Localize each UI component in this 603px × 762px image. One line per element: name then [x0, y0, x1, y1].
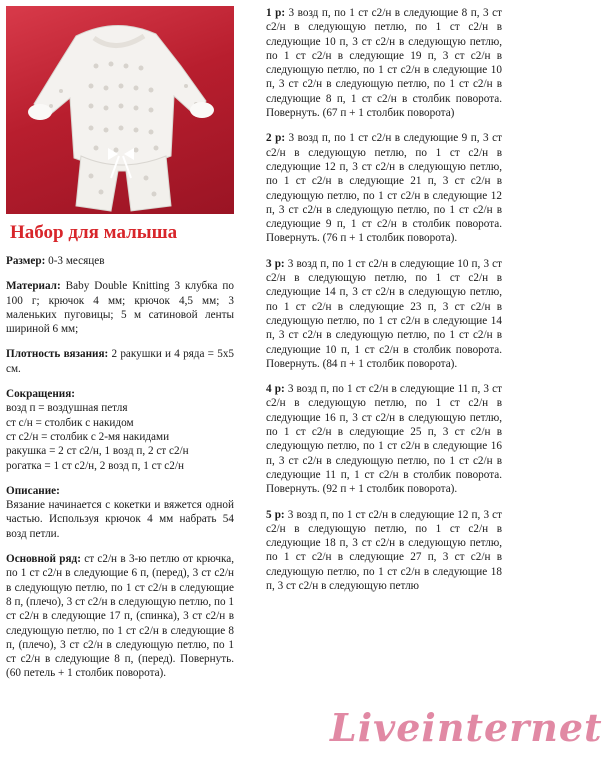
- abbreviation-item: возд п = воздушная петля: [6, 402, 128, 415]
- row-instruction: [266, 6, 502, 120]
- left-column: [6, 6, 234, 692]
- row-label: 1 р:: [266, 7, 286, 19]
- row-instruction: [266, 508, 502, 594]
- abbreviation-item: ст с/н = столбик с накидом: [6, 416, 134, 429]
- abbreviations-label: Сокращения:: [6, 388, 76, 401]
- abbreviation-item: ракушка = 2 ст с2/н, 1 возд п, 2 ст с2/н: [6, 445, 189, 458]
- size-text: 0-3 месяцев: [48, 255, 105, 267]
- description-label: Описание:: [6, 484, 60, 497]
- row-instruction: [266, 131, 502, 245]
- size-label: Размер:: [6, 255, 46, 267]
- right-column: [266, 6, 502, 604]
- row-label: 3 р:: [266, 257, 285, 270]
- row-label: 2 р:: [266, 132, 286, 145]
- abbreviation-item: рогатка = 1 ст с2/н, 2 возд п, 1 ст с2/н: [6, 459, 184, 472]
- abbreviation-item: ст с2/н = столбик с 2-мя накидами: [6, 430, 170, 443]
- row-text: 3 возд п, по 1 ст с2/н в следующие 9 п, 3 ст с2/н в следующую петлю, по 1 ст с2/н в следующие 12 п, 3 ст с2/н в следующую петлю, по 1 ст с2/н в следующие 21 п, 3 ст с2/н в следующую петлю, по 1 ст с2/н в следующие 12 п, 3 ст с2/н в следующую петлю, по 1 ст с2/н в следующие 9 п, 1 ст с2/н в столбик поворота. Повернуть. (76 п + 1 столбик поворота).: [266, 132, 502, 245]
- row-label: 5 р:: [266, 508, 285, 521]
- watermark-logo: Liveinternet: [330, 705, 603, 750]
- row-text: 3 возд п, по 1 ст с2/н в следующие 10 п, 3 ст с2/н в следующую петлю, по 1 ст с2/н в следующие 14 п, 3 ст с2/н в следующую петлю, по 1 ст с2/н в следующие 23 п, 3 ст с2/н в следующую петлю, по 1 ст с2/н в следующие 14 п, 3 ст с2/н в следующую петлю, по 1 ст с2/н в следующие 10 п, 1 ст с2/н в столбик поворота. Повернуть. (84 п + 1 столбик поворота).: [266, 257, 502, 370]
- row-text: 3 возд п, по 1 ст с2/н в следующие 12 п, 3 ст с2/н в следующую петлю, по 1 ст с2/н в следующие 18 п, 3 ст с2/н в следующую петлю, по 1 ст с2/н в следующие 27 п, 3 ст с2/н в следующую петлю, по 1 ст с2/н в следующие 18 п, 3 ст с2/н в следующую петлю: [266, 508, 502, 592]
- density-text: 2 ракушки и 4 ряда = 5х5 см.: [6, 348, 235, 375]
- baby-set-photo: [6, 6, 234, 214]
- page-title: Набор для малыша: [10, 222, 178, 243]
- abbreviations-block: [6, 387, 234, 473]
- material-text: Baby Double Knitting 3 клубка по 100 г; крючок 4 мм; крючок 4,5 мм; 3 маленьких пуговицы; 5 м сатиновой ленты шириной 6 мм;: [6, 280, 234, 336]
- main-row-text: ст с2/н в 3-ю петлю от крючка, по 1 ст с2/н в следующие 6 п, (перед), 3 ст с2/н в следующую петлю, по 1 ст с2/н в следующие 8 п, (плечо), 3 ст с2/н в следующую петлю, по 1 ст с2/н в следующие 17 п, (спинка), 3 ст с2/н в следующую петлю, по 1 ст с2/н в следующие 8 п, (плечо), 3 ст с2/н в следующую петлю, по 1 ст с2/н в следующие 8 п, (перед). Повернуть. (60 петель + 1 столбик поворота).: [6, 553, 234, 680]
- row-instruction: [266, 257, 502, 371]
- row-instruction: [266, 382, 502, 496]
- description-block: [6, 484, 234, 541]
- material-paragraph: [6, 279, 234, 336]
- main-row-paragraph: [6, 552, 234, 681]
- density-label: Плотность вязания:: [6, 348, 109, 361]
- description-text: Вязание начинается с кокетки и вяжется одной частью. Используя крючок 4 мм набрать 54 возд петли.: [6, 499, 234, 540]
- main-row-label: Основной ряд:: [6, 553, 81, 566]
- row-label: 4 р:: [266, 383, 285, 396]
- size-paragraph: [6, 254, 234, 268]
- row-text: 3 возд п, по 1 ст с2/н в следующие 8 п, 3 ст с2/н в следующую петлю, по 1 ст с2/н в следующие 10 п, 3 ст с2/н в следующую петлю, по 1 ст с2/н в следующие 19 п, 3 ст с2/н в следующую петлю, по 1 ст с2/н в следующие 10 п, 3 ст с2/н в следующую петлю, по 1 ст с2/н в следующие 8 п, 1 ст с2/н в столбик поворота. Повернуть. (67 п + 1 столбик поворота): [266, 7, 502, 120]
- material-label: Материал:: [6, 280, 61, 293]
- density-paragraph: [6, 347, 234, 376]
- row-text: 3 возд п, по 1 ст с2/н в следующие 11 п, 3 ст с2/н в следующую петлю, по 1 ст с2/н в следующие 16 п, 3 ст с2/н в следующую петлю, по 1 ст с2/н в следующие 25 п, 3 ст с2/н в следующую петлю, по 1 ст с2/н в следующие 16 п, 3 ст с2/н в следующую петлю, по 1 ст с2/н в следующие 11 п, 1 ст с2/н в столбик поворота. Повернуть. (92 п + 1 столбик поворота).: [266, 383, 502, 496]
